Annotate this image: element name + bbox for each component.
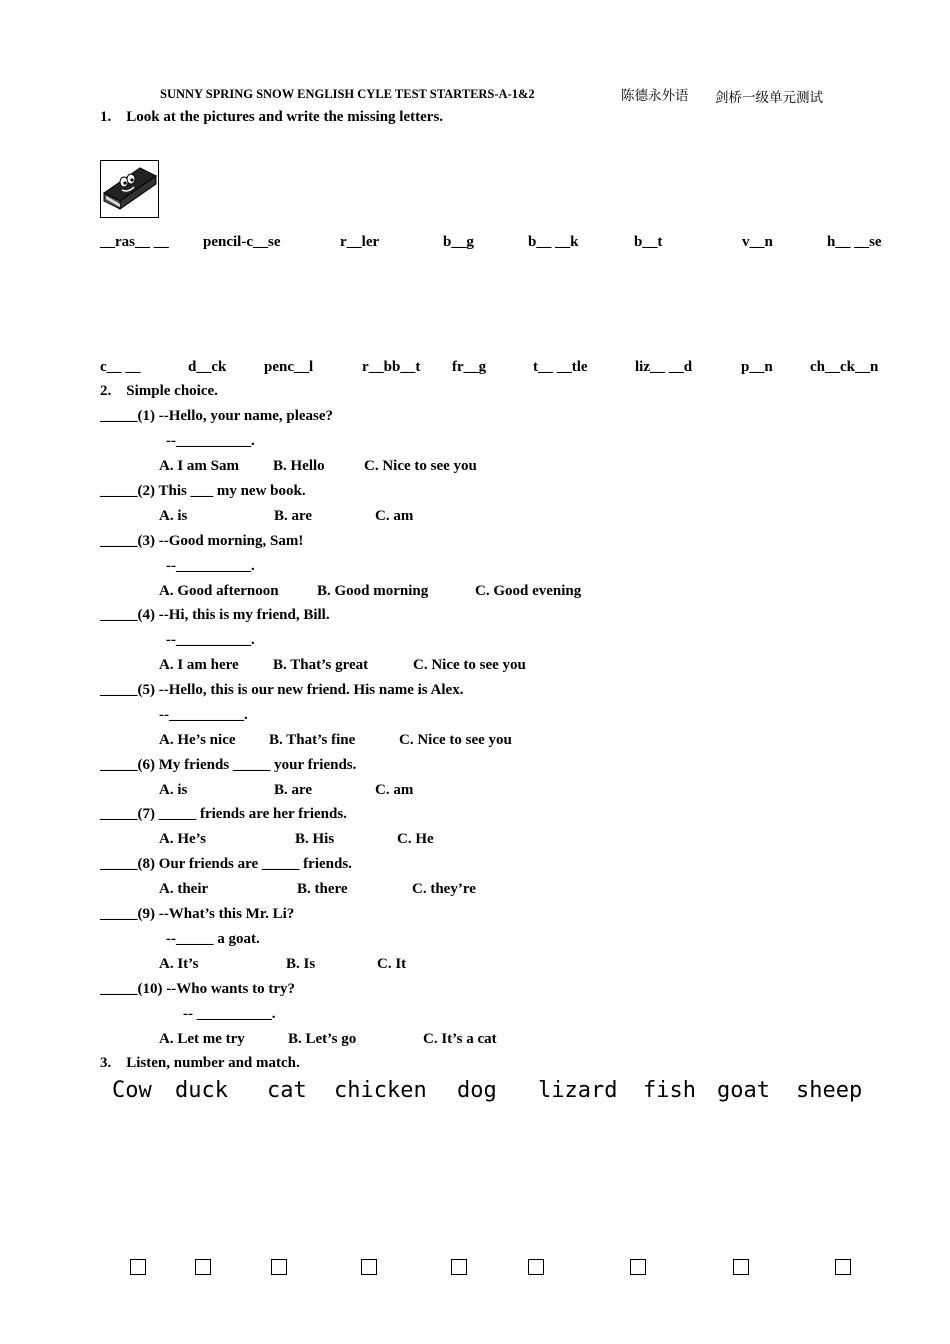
word-blank: fr__g	[452, 359, 487, 375]
answer-blank: --__________.	[159, 707, 248, 723]
test-title: SUNNY SPRING SNOW ENGLISH CYLE TEST STARTERS-A-1&2	[160, 87, 535, 101]
option: C. am	[375, 508, 414, 524]
question: _____(3) --Good morning, Sam!	[100, 533, 304, 549]
word-blank: r__ler	[340, 234, 380, 250]
option: C. am	[375, 782, 414, 798]
number-box[interactable]	[361, 1259, 377, 1275]
section1-title: 1. Look at the pictures and write the missing letters.	[100, 109, 444, 125]
animal-word: lizard	[538, 1078, 618, 1103]
option: B. Is	[286, 956, 316, 972]
word-blank: b__g	[443, 234, 474, 250]
school-name: 陈德永外语	[621, 88, 689, 104]
number-box[interactable]	[733, 1259, 749, 1275]
question: _____(1) --Hello, your name, please?	[100, 408, 334, 424]
animal-word: sheep	[796, 1078, 863, 1103]
question: _____(8) Our friends are _____ friends.	[100, 856, 352, 872]
option: B. Good morning	[317, 583, 429, 599]
option: C. Nice to see you	[364, 458, 477, 474]
animal-word: cat	[267, 1078, 307, 1103]
option: A. Let me try	[159, 1031, 245, 1047]
option: A. I am here	[159, 657, 239, 673]
answer-blank: --_____ a goat.	[166, 931, 260, 947]
section3-title: 3. Listen, number and match.	[100, 1055, 300, 1071]
option: A. is	[159, 782, 188, 798]
animal-word: chicken	[334, 1078, 427, 1103]
option: B. Hello	[273, 458, 325, 474]
answer-blank: --__________.	[166, 433, 255, 449]
number-box[interactable]	[630, 1259, 646, 1275]
word-blank: liz__ __d	[635, 359, 693, 375]
word-blank: ch__ck__n	[810, 359, 879, 375]
option: B. That’s fine	[269, 732, 356, 748]
word-blank: p__n	[741, 359, 773, 375]
option: A. their	[159, 881, 209, 897]
option: B. are	[274, 508, 313, 524]
option: B. Let’s go	[288, 1031, 357, 1047]
question: _____(7) _____ friends are her friends.	[100, 806, 347, 822]
option: A. He’s nice	[159, 732, 236, 748]
word-blank: h__ __se	[827, 234, 882, 250]
option: C. He	[397, 831, 434, 847]
question: _____(10) --Who wants to try?	[100, 981, 295, 997]
word-blank: pencil-c__se	[203, 234, 281, 250]
word-blank: v__n	[742, 234, 773, 250]
word-blank: __ras__ __	[100, 234, 169, 250]
answer-blank: --__________.	[166, 632, 255, 648]
number-box[interactable]	[130, 1259, 146, 1275]
section2-title: 2. Simple choice.	[100, 383, 218, 399]
option: C. It’s a cat	[423, 1031, 497, 1047]
test-subtitle: 剑桥一级单元测试	[715, 90, 823, 106]
number-box[interactable]	[271, 1259, 287, 1275]
number-box[interactable]	[195, 1259, 211, 1275]
question: _____(2) This ___ my new book.	[100, 483, 306, 499]
animal-word: dog	[457, 1078, 497, 1103]
animal-word: duck	[175, 1078, 228, 1103]
word-blank: c__ __	[100, 359, 141, 375]
option: C. Nice to see you	[399, 732, 512, 748]
number-box[interactable]	[451, 1259, 467, 1275]
option: B. there	[297, 881, 348, 897]
word-blank: b__t	[634, 234, 663, 250]
word-blank: t__ __tle	[533, 359, 588, 375]
option: B. His	[295, 831, 335, 847]
question: _____(5) --Hello, this is our new friend. His name is Alex.	[100, 682, 464, 698]
question: _____(9) --What’s this Mr. Li?	[100, 906, 295, 922]
option: A. I am Sam	[159, 458, 240, 474]
option: C. they’re	[412, 881, 476, 897]
option: B. That’s great	[273, 657, 369, 673]
question: _____(6) My friends _____ your friends.	[100, 757, 357, 773]
option: B. are	[274, 782, 313, 798]
number-box[interactable]	[528, 1259, 544, 1275]
animal-word: Cow	[112, 1078, 152, 1103]
option: C. Good evening	[475, 583, 582, 599]
option: C. Nice to see you	[413, 657, 526, 673]
word-blank: penc__l	[264, 359, 314, 375]
eraser-icon	[100, 160, 159, 218]
option: A. It’s	[159, 956, 199, 972]
animal-word: goat	[717, 1078, 770, 1103]
option: C. It	[377, 956, 407, 972]
animal-word: fish	[643, 1078, 696, 1103]
option: A. Good afternoon	[159, 583, 279, 599]
number-box[interactable]	[835, 1259, 851, 1275]
word-blank: d__ck	[188, 359, 227, 375]
word-blank: b__ __k	[528, 234, 579, 250]
option: A. He’s	[159, 831, 206, 847]
word-blank: r__bb__t	[362, 359, 421, 375]
answer-blank: --__________.	[166, 558, 255, 574]
question: _____(4) --Hi, this is my friend, Bill.	[100, 607, 330, 623]
answer-blank: -- __________.	[183, 1006, 276, 1022]
option: A. is	[159, 508, 188, 524]
